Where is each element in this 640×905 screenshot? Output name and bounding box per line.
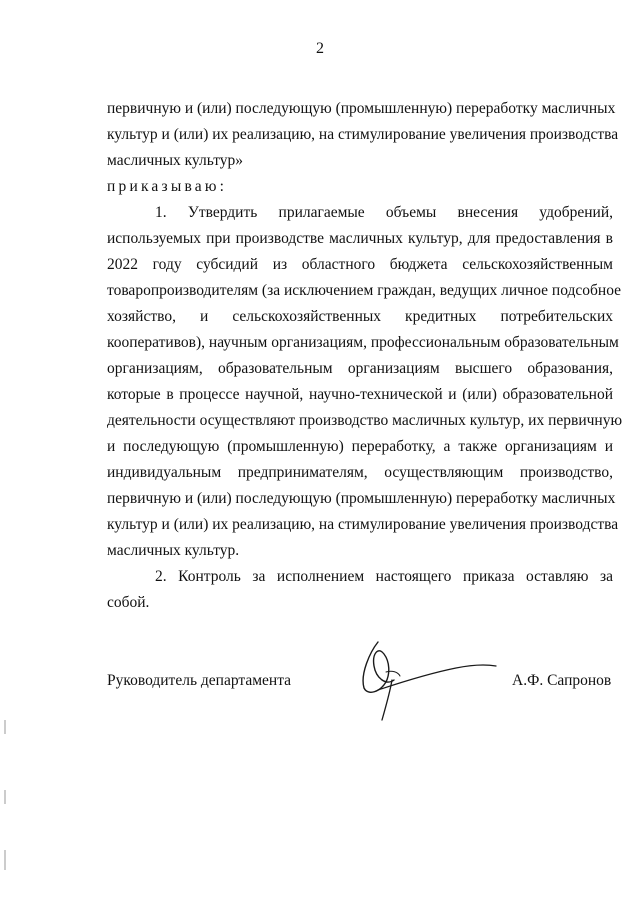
text-line: 2022 году субсидий из областного бюджета сельскохозяйственным: [107, 256, 613, 273]
text-line: хозяйство, и сельскохозяйственных кредитных потребительских: [107, 308, 613, 325]
text-line: первичную и (или) последующую (промышленную) переработку масличных: [107, 100, 616, 117]
signatory-name: А.Ф. Сапронов: [512, 672, 612, 689]
paragraph-1: [107, 200, 623, 564]
text-line: и последующую (промышленную) переработку, а также организациям и: [107, 438, 613, 455]
handwritten-signature: [356, 632, 501, 724]
text-line: кооперативов), научным организациям, профессиональным образовательным: [107, 334, 619, 351]
text-line: индивидуальным предпринимателям, осуществляющим производство,: [107, 464, 613, 481]
preamble-block: [107, 96, 619, 174]
signatory-role: Руководитель департамента: [107, 672, 292, 689]
paragraph-2: [107, 564, 613, 616]
text-line: используемых при производстве масличных культур, для предоставления в: [107, 230, 613, 247]
order-keyword-text: приказываю:: [107, 178, 228, 195]
text-line: культур и (или) их реализацию, на стимулирование увеличения производства: [107, 126, 619, 143]
text-line: масличных культур.: [107, 542, 240, 559]
text-line: деятельности осуществляют производство масличных культур, их первичную: [107, 412, 623, 429]
text-line: организациям, образовательным организациям высшего образования,: [107, 360, 613, 377]
text-line: которые в процессе научной, научно-технической и (или) образовательной: [107, 386, 613, 403]
text-line: 2. Контроль за исполнением настоящего приказа оставляю за: [155, 568, 613, 585]
text-line: товаропроизводителям (за исключением граждан, ведущих личное подсобное: [107, 282, 622, 299]
order-keyword: [107, 174, 613, 200]
text-line: первичную и (или) последующую (промышленную) переработку масличных: [107, 490, 616, 507]
text-line: масличных культур»: [107, 152, 244, 169]
text-line: собой.: [107, 594, 150, 611]
page-number: 2: [316, 40, 324, 57]
scan-edge-marks: [2, 700, 8, 900]
text-line: культур и (или) их реализацию, на стимулирование увеличения производства: [107, 516, 619, 533]
text-line: 1. Утвердить прилагаемые объемы внесения удобрений,: [155, 204, 613, 221]
